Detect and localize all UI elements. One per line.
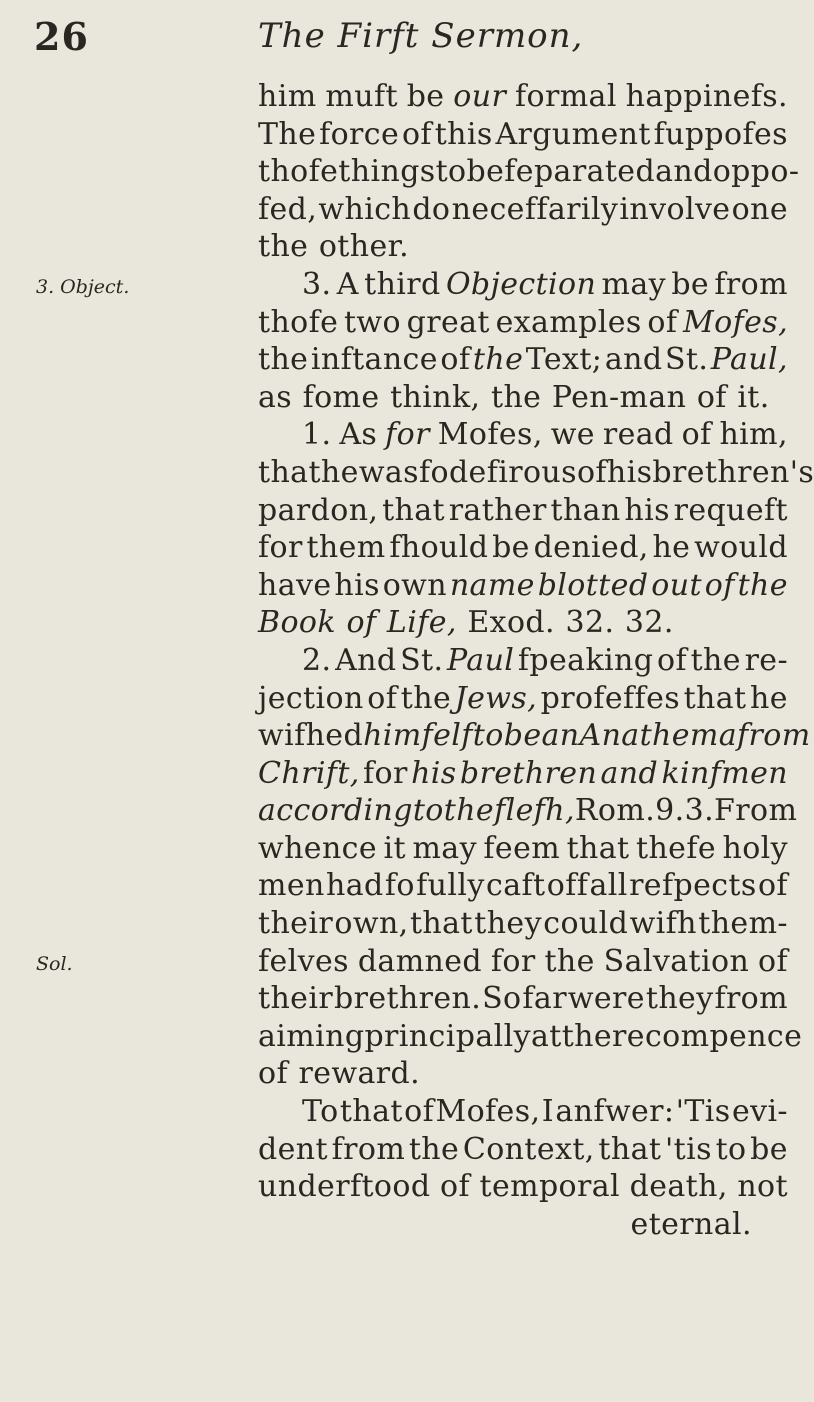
word: than (550, 492, 621, 528)
word: brethren. (333, 981, 482, 1017)
body-text (258, 78, 814, 1243)
word: feem (483, 830, 561, 866)
word: and (604, 342, 663, 378)
word: had (326, 868, 384, 904)
word: rather (448, 492, 547, 528)
text-line (258, 830, 788, 868)
word: St. (664, 342, 709, 378)
text-line (258, 792, 798, 830)
word: Paul (447, 642, 515, 678)
text-line (258, 529, 788, 567)
text-line (258, 78, 788, 116)
word: damned (357, 943, 483, 979)
word: The (258, 116, 317, 152)
word: out (651, 567, 702, 603)
word: fuppofes (653, 116, 788, 152)
page-number: 26 (34, 14, 89, 59)
word: Salvation (603, 943, 750, 979)
word: whence (258, 830, 378, 866)
text-line (258, 341, 788, 379)
word: the (544, 943, 595, 979)
word: fpeaking (517, 642, 654, 678)
word: pardon, (258, 492, 379, 528)
word: name (449, 567, 535, 603)
text-line (258, 266, 788, 304)
word: of (758, 943, 788, 979)
word: this (434, 116, 493, 152)
word: 3. (684, 793, 715, 829)
word: his (334, 567, 380, 603)
text-line (258, 1206, 788, 1244)
text-line (258, 153, 800, 191)
word: involve (619, 191, 731, 227)
word: things (338, 154, 436, 190)
word: Anathema (579, 718, 738, 754)
word: for (490, 943, 536, 979)
word: the (472, 342, 524, 378)
word: far (522, 981, 567, 1017)
word: recompence (612, 1018, 803, 1054)
word: fo (418, 454, 449, 490)
word: be (492, 530, 530, 566)
running-head: The Firft Sermon, (258, 16, 584, 56)
word: was (358, 454, 419, 490)
word: they (474, 906, 542, 942)
word: him, (719, 417, 788, 453)
text-line (258, 717, 811, 755)
text-line (258, 567, 788, 605)
word: that (382, 492, 445, 528)
word: of (367, 680, 398, 716)
word: profeffes (540, 680, 681, 716)
word: oppo- (712, 154, 800, 190)
word: the (400, 680, 452, 716)
word: to (715, 1131, 747, 1167)
word: of (696, 379, 727, 415)
word: aiming (258, 1018, 365, 1054)
text-line (258, 454, 814, 492)
word: from (737, 718, 811, 754)
word: kinfmen (661, 755, 788, 791)
word: his (411, 755, 457, 791)
word: could (543, 906, 629, 942)
word: at (530, 1018, 562, 1054)
word: read (602, 417, 674, 453)
margin-note: Sol. (36, 952, 73, 975)
word: 'tis (664, 1131, 712, 1167)
word: their (258, 981, 334, 1017)
word: all (589, 868, 628, 904)
text-line (258, 943, 788, 981)
word: the (490, 379, 542, 415)
word: two (343, 304, 401, 340)
word: think, (390, 379, 481, 415)
word: for (363, 755, 408, 791)
word: Argument (495, 116, 651, 152)
word: have (258, 567, 332, 603)
word: thefe (635, 830, 716, 866)
word: to (435, 154, 467, 190)
text-line (258, 1168, 788, 1206)
word: blotted (537, 567, 649, 603)
text-line (258, 379, 788, 417)
word: the (258, 342, 309, 378)
word: feparated (504, 154, 656, 190)
word: one (731, 191, 788, 227)
word: his (624, 492, 670, 528)
word: from (714, 981, 788, 1017)
word: for (258, 530, 303, 566)
word: of (681, 417, 712, 453)
word: inftance (310, 342, 438, 378)
text-line (258, 416, 788, 454)
word: it (383, 830, 406, 866)
word: anfwer: (555, 1094, 675, 1130)
word: death, (629, 1169, 728, 1205)
word: neceffarily (451, 191, 619, 227)
word: that (598, 1131, 662, 1167)
word: 1. (302, 417, 332, 453)
word: Life, (386, 605, 457, 641)
word: their (258, 906, 334, 942)
text-line (258, 905, 788, 943)
word: own (382, 567, 447, 603)
word: men (258, 868, 325, 904)
text-line (258, 1055, 788, 1093)
word: Pen-man (551, 379, 687, 415)
word: happinefs. (625, 79, 788, 114)
word: Context, (462, 1131, 595, 1167)
word: fhould (389, 530, 489, 566)
word: thofe (258, 154, 339, 190)
word: the (561, 1018, 613, 1054)
word: for (385, 417, 430, 453)
text-line (258, 1131, 788, 1169)
word: and (655, 154, 713, 190)
word: Mofes, (435, 1094, 541, 1130)
word: 9. (655, 793, 685, 829)
text-line (258, 867, 788, 905)
word: fo (384, 868, 415, 904)
word: 3. (302, 266, 332, 302)
word: he (750, 680, 788, 716)
word: of (258, 1056, 288, 1092)
word: be (671, 266, 710, 302)
word: Jews, (454, 680, 538, 716)
word: Objection (445, 266, 597, 302)
word: which (318, 191, 412, 227)
word: may (412, 830, 477, 866)
word: them (306, 530, 386, 566)
word: So (482, 981, 522, 1017)
word: of (404, 1094, 435, 1130)
word: fully (416, 868, 485, 904)
word: formal (515, 79, 617, 114)
word: the (408, 1131, 460, 1167)
word: felves (258, 943, 349, 979)
word: thofe (258, 304, 339, 340)
word: be (503, 718, 542, 754)
word: Chrift, (258, 755, 360, 791)
word: the (258, 229, 309, 265)
word: and (600, 755, 659, 791)
word: that (339, 1094, 403, 1130)
word: of (647, 304, 678, 340)
word: Mofes, (683, 304, 788, 340)
word: Exod. (467, 605, 555, 641)
word: 'Tis (675, 1094, 731, 1130)
word: Mofes, (437, 417, 543, 453)
word: third (364, 266, 441, 302)
word: of (576, 454, 607, 490)
word: his (606, 454, 653, 490)
word: be (406, 79, 445, 114)
word: underftood (258, 1169, 431, 1205)
word: he (652, 530, 691, 566)
word: From (714, 793, 798, 829)
word: an (541, 718, 580, 754)
word: brethren (459, 755, 598, 791)
word: not (737, 1169, 788, 1205)
word: examples (495, 304, 642, 340)
word: they (645, 981, 714, 1017)
word: Text; (525, 342, 603, 378)
word: from (331, 1131, 406, 1167)
text-line (258, 492, 788, 530)
text-line (258, 228, 788, 266)
word: muft (325, 79, 398, 114)
word: our (453, 79, 507, 114)
word: wifh (629, 906, 697, 942)
text-line (258, 980, 788, 1018)
text-line (258, 604, 788, 642)
word: I (541, 1094, 555, 1130)
word: brethren's (652, 454, 814, 490)
word: reward. (298, 1056, 421, 1092)
word: force (319, 116, 400, 152)
word: as (258, 379, 293, 415)
word: that (566, 830, 630, 866)
word: of (440, 342, 471, 378)
word: eternal. (630, 1206, 752, 1242)
word: own, (334, 906, 409, 942)
word: of (657, 642, 687, 678)
word: that (409, 906, 473, 942)
text-line (258, 304, 788, 342)
word: Book (258, 605, 336, 641)
word: be (466, 154, 505, 190)
word: them- (698, 906, 788, 942)
word: do (412, 191, 451, 227)
word: himfelf (363, 718, 473, 754)
word: off (546, 868, 589, 904)
word: would (694, 530, 788, 566)
word: temporal (479, 1169, 621, 1205)
text-line (258, 680, 788, 718)
word: fome (302, 379, 380, 415)
word: 2. (302, 642, 332, 678)
word: To (302, 1094, 339, 1130)
margin-note: 3. Object. (36, 276, 130, 298)
word: 32. (565, 605, 615, 641)
word: we (550, 417, 595, 453)
word: of (757, 868, 788, 904)
word: denied, (533, 530, 649, 566)
word: principally (364, 1018, 531, 1054)
word: holy (722, 830, 788, 866)
word: to (412, 793, 444, 829)
word: flefh, (494, 793, 575, 829)
word: of (346, 605, 377, 641)
word: A (336, 266, 359, 302)
word: of (401, 116, 432, 152)
word: the (690, 642, 741, 678)
word: him (258, 79, 317, 114)
word: of (439, 1169, 470, 1205)
word: other. (318, 229, 410, 265)
text-line (258, 116, 788, 154)
word: may (601, 266, 667, 302)
word: Rom. (574, 793, 656, 829)
text-line (258, 1018, 803, 1056)
word: dent (258, 1131, 328, 1167)
word: re- (744, 642, 788, 678)
word: As (339, 417, 378, 453)
text-line (258, 1093, 788, 1131)
word: And (335, 642, 397, 678)
word: it. (737, 379, 770, 415)
word: requeft (673, 492, 788, 528)
word: to (472, 718, 504, 754)
word: evi- (731, 1094, 788, 1130)
word: fed, (258, 191, 318, 227)
word: that (258, 454, 321, 490)
word: the (443, 793, 495, 829)
word: he (320, 454, 359, 490)
text-line (258, 191, 788, 229)
word: of (704, 567, 735, 603)
word: 32. (624, 605, 674, 641)
word: were (567, 981, 645, 1017)
text-line (258, 755, 788, 793)
text-line (258, 642, 788, 680)
word: refpects (629, 868, 757, 904)
word: Paul, (710, 342, 788, 378)
word: that (683, 680, 747, 716)
word: the (737, 567, 788, 603)
word: defirous (448, 454, 577, 490)
word: be (750, 1131, 788, 1167)
word: from (714, 266, 788, 302)
word: caft (486, 868, 546, 904)
word: wifhed (258, 718, 364, 754)
word: great (406, 304, 490, 340)
word: St. (400, 642, 444, 678)
word: jection (258, 680, 364, 716)
word: according (258, 793, 413, 829)
